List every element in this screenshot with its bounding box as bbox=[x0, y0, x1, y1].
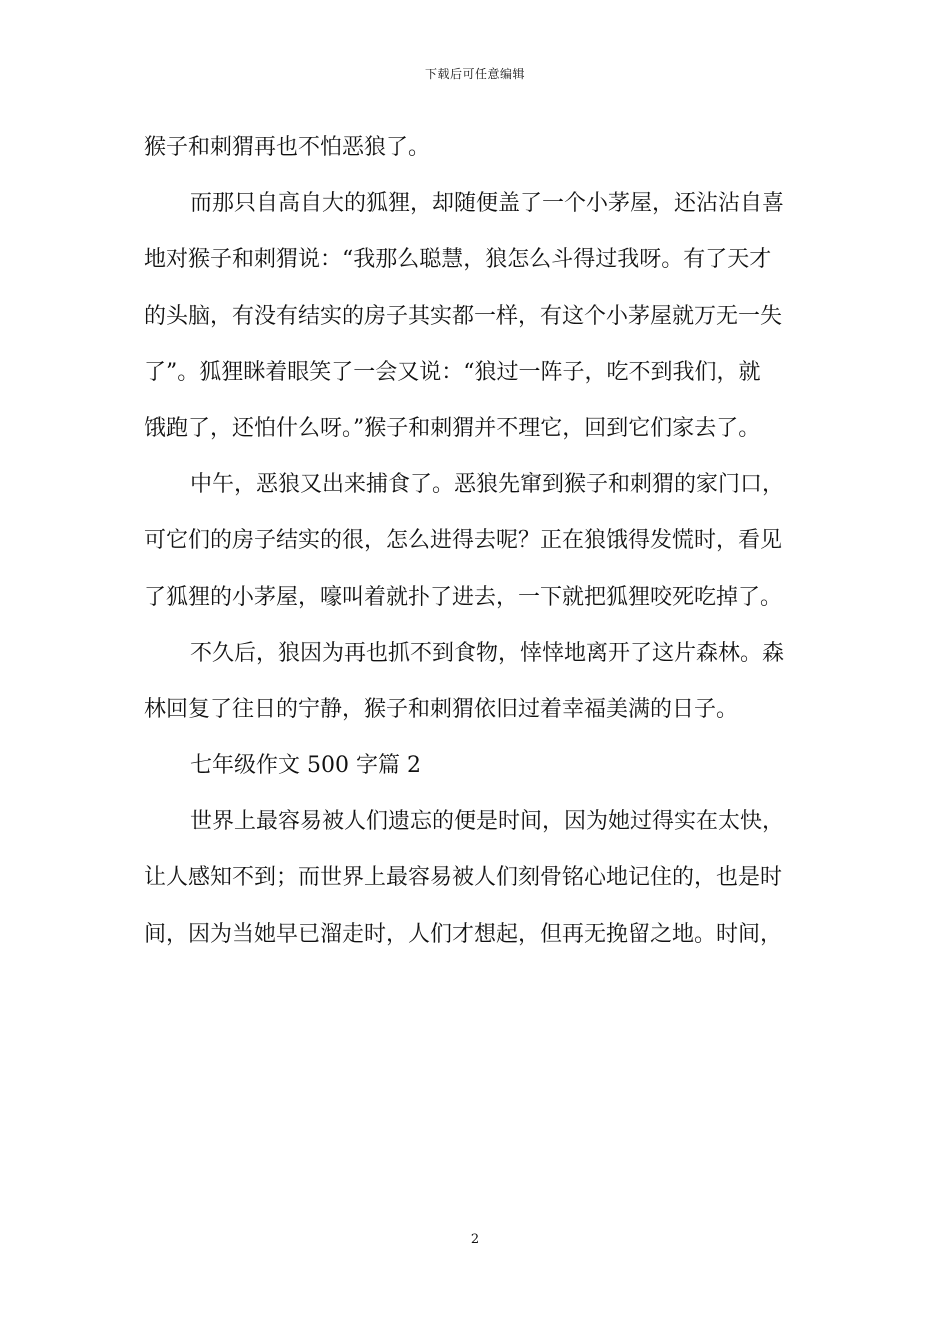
paragraph-start-line: 不久后，狼因为再也抓不到食物，悻悻地离开了这片森林。森 bbox=[190, 640, 785, 666]
text-line: 可它们的房子结实的很，怎么进得去呢？正在狼饿得发慌时，看见 bbox=[144, 528, 783, 554]
text-line: 的头脑，有没有结实的房子其实都一样，有这个小茅屋就万无一失 bbox=[144, 303, 783, 329]
document-body bbox=[144, 126, 809, 969]
paragraph-start-line: 中午，恶狼又出来捕食了。恶狼先窜到猴子和刺猬的家门口， bbox=[190, 472, 785, 498]
page-number: 2 bbox=[470, 1232, 480, 1247]
text-line: 林回复了往日的宁静，猴子和刺猬依旧过着幸福美满的日子。 bbox=[144, 696, 739, 722]
paragraph-start-line: 世界上最容易被人们遗忘的便是时间，因为她过得实在太快， bbox=[190, 809, 785, 835]
text-line: 猴子和刺猬再也不怕恶狼了。 bbox=[144, 135, 431, 160]
text-line: 饿跑了，还怕什么呀。”猴子和刺猬并不理它，回到它们家去了。 bbox=[144, 415, 761, 441]
text-line: 间，因为当她早已溜走时，人们才想起，但再无挽留之地。时间， bbox=[144, 921, 783, 947]
text-line: 让人感知不到；而世界上最容易被人们刻骨铭心地记住的，也是时 bbox=[144, 865, 783, 891]
text-line: 了”。狐狸眯着眼笑了一会又说：“狼过一阵子，吃不到我们，就 bbox=[144, 359, 761, 385]
section-heading: 七年级作文 500 字篇 2 bbox=[190, 753, 421, 779]
paragraph-start-line: 而那只自高自大的狐狸，却随便盖了一个小茅屋，还沾沾自喜 bbox=[190, 191, 785, 217]
page-header: 下载后可任意编辑 bbox=[424, 67, 525, 81]
text-line: 地对猴子和刺猬说：“我那么聪慧，狼怎么斗得过我呀。有了天才 bbox=[144, 247, 772, 273]
text-line: 了狐狸的小茅屋，嚎叫着就扑了进去，一下就把狐狸咬死吃掉了。 bbox=[144, 584, 783, 610]
